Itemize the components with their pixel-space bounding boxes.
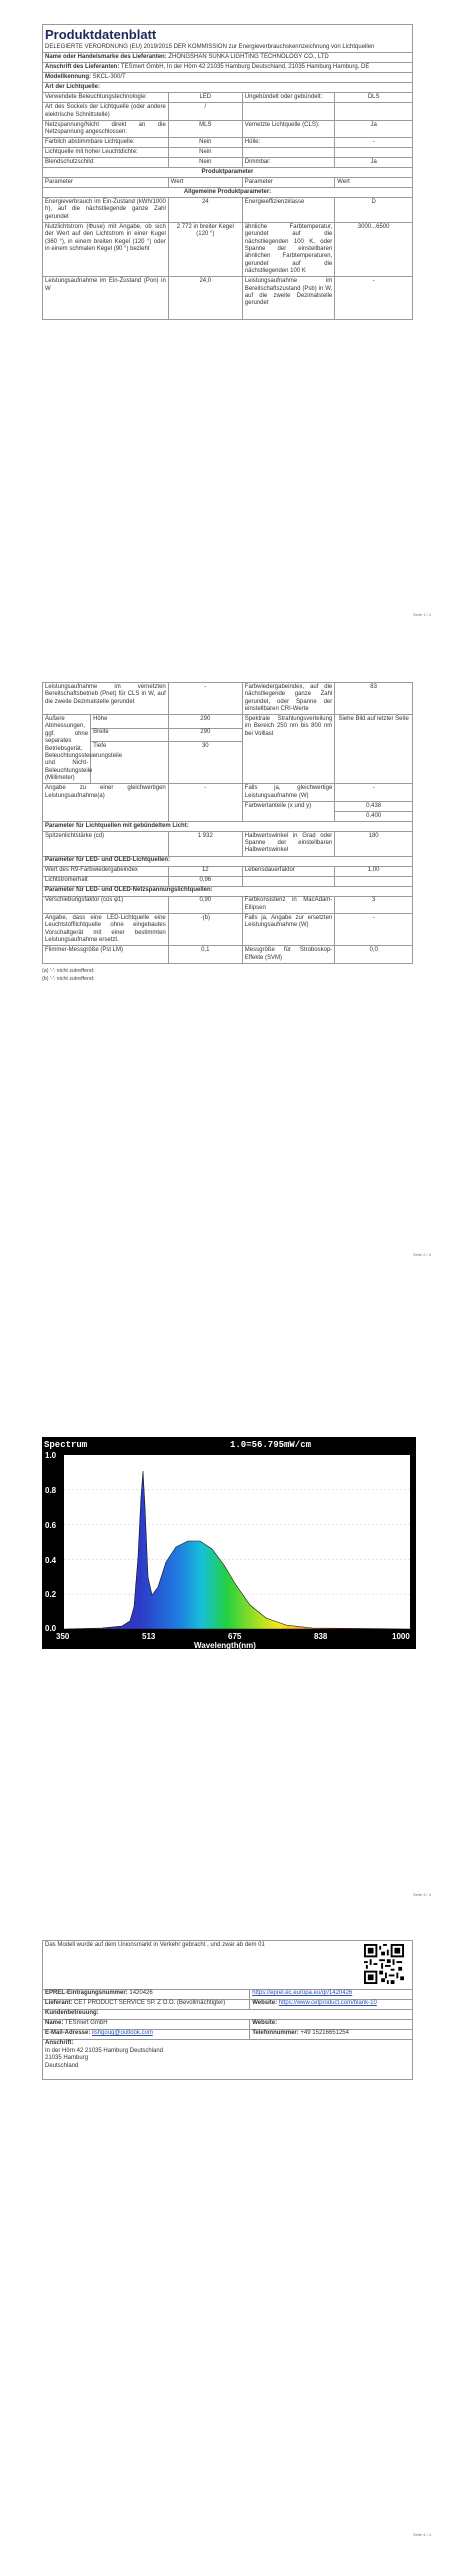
eprel-link[interactable]: https://eprel.ec.europa.eu/qr/1420426 bbox=[252, 1990, 353, 1997]
spectrum-chart bbox=[42, 1437, 416, 1649]
eprel-number: 1420426 bbox=[129, 1990, 153, 1997]
datasheet-table-2 bbox=[42, 682, 413, 964]
page-2-content bbox=[42, 682, 413, 983]
spectrum-reading: 1.0=56.795mW/cm bbox=[230, 1440, 312, 1450]
table-row: EPREL-Eintragungsnummer: 1420426 https://eprel.ec.europa.eu/qr/1420426 bbox=[43, 1989, 413, 1999]
supplier-name-value: ZHONGSHAN SUNKA LIGHTING TECHNOLOGY CO., LTD bbox=[168, 54, 329, 61]
model-label: Modellkennung: bbox=[45, 74, 91, 81]
supplier-address-label: Anschrift des Lieferanten: bbox=[45, 64, 120, 71]
table-row: Angabe zu einer gleichwertigen Leistungsaufnahme(a) - Falls ja, gleichwertige Leistungsaufnahme (W) - bbox=[43, 784, 413, 801]
footnote-a: (a) '-': nicht zutreffend; bbox=[42, 967, 95, 974]
page-3 bbox=[0, 1280, 453, 1920]
general-params-heading: Allgemeine Produktparameter: bbox=[43, 188, 413, 198]
phone-value: +49 15216651254 bbox=[300, 2030, 349, 2037]
model-value: SKCL-300/T bbox=[92, 74, 126, 81]
light-source-type-label: Art der Lichtquelle: bbox=[43, 83, 413, 93]
spd-label: Spektrale Strahlungsverteilung im Bereich 250 nm bis 800 nm bei Volllast bbox=[242, 715, 335, 784]
lieferant-value: CET PRODUCT SERVICE SP. Z O.O. (Bevollmächtigter) bbox=[74, 2000, 226, 2007]
y-tick: 1.0 bbox=[45, 1451, 57, 1460]
regulation-subtitle: DELEGIERTE VERORDNUNG (EU) 2019/2015 DER KOMMISSION zur Energieverbrauchskennzeichnung von Lichtquellen bbox=[45, 44, 375, 50]
dimensions-label: Äußere Abmessungen, ggf. ohne separates Betriebsgerät, Beleuchtungssteuerungsteile und Nicht-Beleuchtungsteile (Millimeter) bbox=[43, 715, 91, 784]
mains-params-heading: Parameter für LED- und OLED-Netzspannungslichtquellen: bbox=[43, 886, 413, 896]
page-title: Produktdatenblatt bbox=[45, 27, 157, 42]
table-row: Leistungsaufnahme im vernetzten Bereitschaftsbetrieb (Pnet) für CLS in W, auf die zweite Dezimalstelle gerundet - Farbwiedergabeindex, auf die nächstliegende ganze Zahl gerundet, oder Spanne der einstellbaren CRI-Werte 83 bbox=[43, 683, 413, 715]
table-row: Breite 290 bbox=[43, 728, 413, 741]
page-1 bbox=[0, 0, 453, 640]
page-4 bbox=[0, 1920, 453, 2560]
x-tick: 1000 bbox=[392, 1632, 410, 1641]
email-link[interactable]: lishgoug@outlook.com bbox=[92, 2030, 153, 2037]
table-row: Energieverbrauch im Ein-Zustand (kWh/1000 h), auf die nächstliegende ganze Zahl gerundet 24 Energieeffizienzklasse D bbox=[43, 198, 413, 223]
address-line-1: In der Hörn 42 21035 Hamburg Deutschland bbox=[45, 2047, 164, 2054]
led-params-heading: Parameter für LED- und OLED-Lichtquellen: bbox=[43, 856, 413, 866]
page-number: Seite 1 / 4 bbox=[412, 612, 431, 617]
website-link[interactable]: https://www.cetproduct.com/blank-10 bbox=[278, 2000, 377, 2007]
x-tick: 675 bbox=[228, 1632, 242, 1641]
table-row: Lichtquelle mit hoher Leuchtdichte: Nein bbox=[43, 148, 413, 158]
spd-value: Siehe Bild auf letzter Seite bbox=[335, 715, 413, 784]
table-row: Wert des R9-Farbwiedergabeindex 12 Lebensdauerfaktor 1,00 bbox=[43, 866, 413, 876]
page-number: Seite 4 / 4 bbox=[412, 2532, 431, 2537]
table-row: Flimmer-Messgröße (Pst LM) 0,1 Messgröße für Stroboskop-Effekte (SVM) 0,0 bbox=[43, 946, 413, 963]
col-param-header: Parameter bbox=[43, 178, 169, 188]
page-1-content bbox=[42, 24, 413, 320]
x-tick: 513 bbox=[142, 1632, 156, 1641]
y-tick: 0.4 bbox=[45, 1556, 57, 1565]
address-label: Anschrift: bbox=[45, 2040, 74, 2047]
table-row: Lichtstromerhalt 0,96 bbox=[43, 876, 413, 886]
page-number: Seite 3 / 4 bbox=[412, 1892, 431, 1897]
x-axis-label: Wavelength(nm) bbox=[194, 1641, 256, 1649]
chromaticity-x: 0,438 bbox=[335, 802, 412, 812]
datasheet-table-1: Produktdatenblatt DELEGIERTE VERORDNUNG (EU) 2019/2015 DER KOMMISSION zur Energieverbrauchskennzeichnung von Lichtquellen Name oder Handelsmarke des Lieferanten: ZHONGSHAN SUNKA LIGHTING TECHNOLOGY CO., LTD Anschrift des Lieferanten: TESmert GmbH, In der Hörn 42 21035 Hamburg Deutschland, 21035 Hamburg Hamburg, DE Modellkennung: SKCL-300/T Art der Lichtquelle: Verwendete Beleuchtungstechnologie: LED Ungebündelt oder gebündelt: DLS Art des Sockels der Lichtquelle (oder andere elektrische Schnittstelle) / Netzspannung/Nicht direkt an die Netzspannung angeschlossen: MLS Vernetzte Lichtquelle (CLS): Ja Farblich abstimmbare Lichtquelle: Nein Hülle: - Lichtquelle mit hoher Leuchtdichte: Nein Blendschutzschild: Nein Dimmbar: Ja Produktparameter Parameter Wert Parameter Wert Allgemeine Produktparameter: Energieverbrauch im Ein-Zustand (kWh/1000 h), auf die nächstliegende ganze Zahl gerundet 24 Energieeffizienzklasse D Nutzlichtstrom (Φuse) mit Angabe, ob sich der Wert auf den Lichtstrom in einer Kugel (360 °), in einem breiten Kegel (120 °) oder in einem schmalen Kegel (90 °) bezieht 2 772 in breiter Kegel (120 °) ähnliche Farbtemperatur, gerundet auf die nächstliegenden 100 K, oder Spanne der einstellbaren ähnlichen Farbtemperaturen, gerundet auf die nächstliegenden 100 K 3000...6500 Leistungsaufnahme im Ein-Zustand (Pon) in W 24,0 Leistungsaufnahme im Bereitschaftszustand (Psb) in W, auf die zweite Dezimalstelle gerundet - bbox=[42, 24, 413, 320]
supplier-address-value: TESmert GmbH, In der Hörn 42 21035 Hamburg Deutschland, 21035 Hamburg Hamburg, DE bbox=[120, 64, 370, 71]
name-value: TESmert GmbH bbox=[64, 2020, 108, 2027]
qr-code-icon bbox=[364, 1944, 404, 1984]
table-row: Name: TESmert GmbH Website: bbox=[43, 2019, 413, 2029]
product-params-heading: Produktparameter bbox=[43, 168, 413, 178]
table-row: Spitzenlichtstärke (cd) 1 932 Halbwertswinkel in Grad oder Spanne der einstellbaren Halbwertswinkel 180 bbox=[43, 831, 413, 856]
page-2 bbox=[0, 640, 453, 1280]
registration-table bbox=[42, 1940, 413, 2080]
table-row: Netzspannung/Nicht direkt an die Netzspannung angeschlossen: MLS Vernetzte Lichtquelle (CLS): Ja bbox=[43, 120, 413, 137]
address-line-3: Deutschland bbox=[45, 2062, 79, 2069]
footnote-b: (b) '-': nicht zutreffend; bbox=[42, 975, 95, 982]
x-tick: 838 bbox=[314, 1632, 328, 1641]
y-tick: 0.8 bbox=[45, 1486, 57, 1495]
y-tick: 0.0 bbox=[45, 1624, 57, 1633]
table-row: Leistungsaufnahme im Ein-Zustand (Pon) in W 24,0 Leistungsaufnahme im Bereitschaftszustand (Psb) in W, auf die zweite Dezimalstelle gerundet - bbox=[43, 277, 413, 320]
table-row: Lieferant: CET PRODUCT SERVICE SP. Z O.O. (Bevollmächtigter) Website: https://www.cetproduct.com/blank-10 bbox=[43, 1999, 413, 2009]
table-row: Äußere Abmessungen, ggf. ohne separates Betriebsgerät, Beleuchtungssteuerungsteile und Nicht-Beleuchtungsteile (Millimeter) Höhe 290 Spektrale Strahlungsverteilung im Bereich 250 nm bis 800 nm bei Volllast Siehe Bild auf letzter Seite bbox=[43, 715, 413, 728]
market-intro: Das Modell wurde auf dem Unionsmarkt in Verkehr gebracht , und zwar ab dem 01 bbox=[45, 1941, 265, 1948]
spectrum-label: Spectrum bbox=[44, 1440, 88, 1450]
supplier-name-label: Name oder Handelsmarke des Lieferanten: bbox=[45, 54, 167, 61]
address-line-2: 21035 Hamburg bbox=[45, 2055, 89, 2062]
directional-params-heading: Parameter für Lichtquellen mit gebündeltem Licht: bbox=[43, 821, 413, 831]
table-row: Tiefe 30 bbox=[43, 741, 413, 784]
page-4-content bbox=[42, 1940, 413, 2080]
table-row: Blendschutzschild: Nein Dimmbar: Ja bbox=[43, 158, 413, 168]
col-value-header: Wert bbox=[168, 178, 242, 188]
chromaticity-label: Farbwertanteile (x und y) bbox=[242, 801, 335, 821]
x-tick: 350 bbox=[56, 1632, 70, 1641]
table-row: Nutzlichtstrom (Φuse) mit Angabe, ob sich der Wert auf den Lichtstrom in einer Kugel (360 °), in einem breiten Kegel (120 °) oder in einem schmalen Kegel (90 °) bezieht 2 772 in breiter Kegel (120 °) ähnliche Farbtemperatur, gerundet auf die nächstliegenden 100 K, oder Spanne der einstellbaren ähnlichen Farbtemperaturen, gerundet auf die nächstliegenden 100 K 3000...6500 bbox=[43, 223, 413, 277]
y-tick: 0.2 bbox=[45, 1590, 57, 1599]
table-row: Verschiebungsfaktor (cos φ1) 0,90 Farbkonsistenz in MacAdam-Ellipsen 3 bbox=[43, 896, 413, 913]
table-row: Farblich abstimmbare Lichtquelle: Nein Hülle: - bbox=[43, 138, 413, 148]
chromaticity-y: 0,400 bbox=[366, 812, 382, 819]
table-row: Verwendete Beleuchtungstechnologie: LED Ungebündelt oder gebündelt: DLS bbox=[43, 93, 413, 103]
table-row: Art des Sockels der Lichtquelle (oder andere elektrische Schnittstelle) / bbox=[43, 103, 413, 120]
customer-service-heading: Kundenbetreuung: bbox=[43, 2009, 413, 2019]
table-row: E-Mail-Adresse: lishgoug@outlook.com Telefonnummer: +49 15216651254 bbox=[43, 2029, 413, 2039]
y-tick: 0.6 bbox=[45, 1521, 57, 1530]
table-row: Angabe, dass eine LED-Lichtquelle eine Leuchtstofflichtquelle ohne eingebautes Vorschaltgerät mit einer bestimmten Leistungsaufnahme ersetzt. -(b) Falls ja, Angabe zur ersetzten Leistungsaufnahme (W) - bbox=[43, 914, 413, 946]
page-number: Seite 2 / 4 bbox=[412, 1252, 431, 1257]
